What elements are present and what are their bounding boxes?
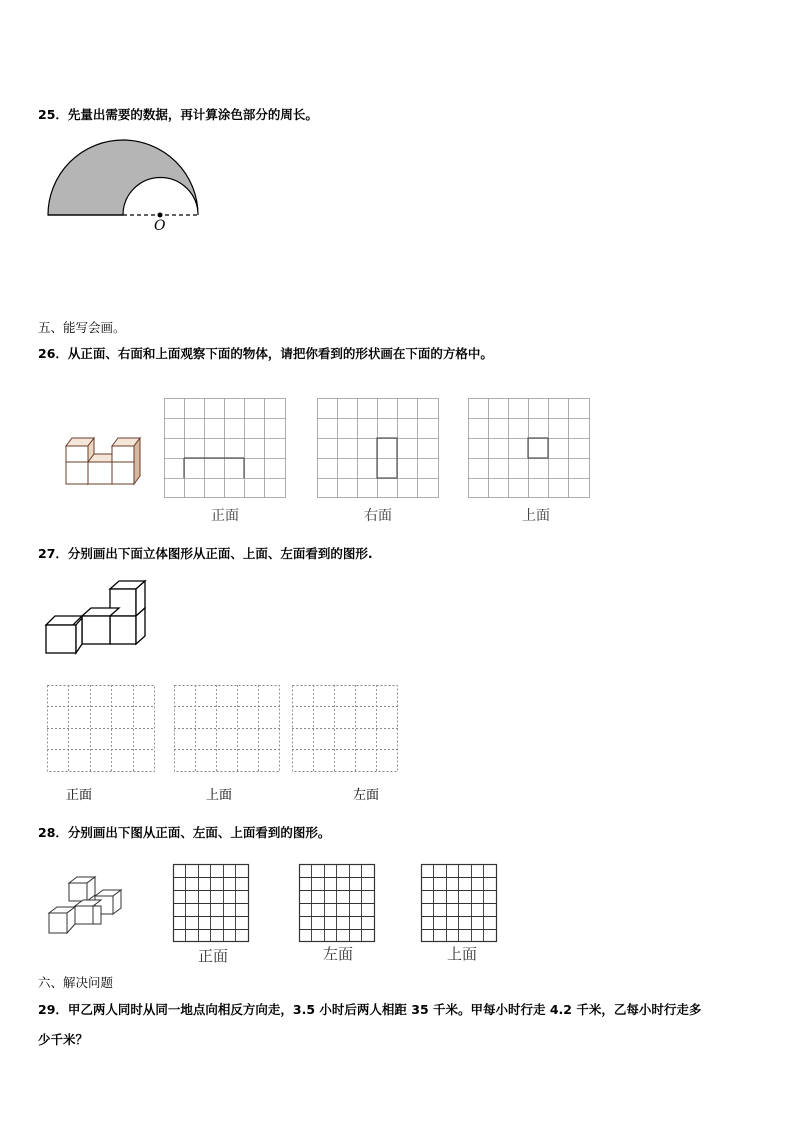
q28-label-front: 正面 bbox=[197, 947, 228, 965]
section6-title: 六、解决问题 bbox=[38, 975, 114, 990]
q28-cube-figure bbox=[45, 876, 125, 938]
center-point bbox=[158, 213, 163, 218]
q26-label-front: 正面 bbox=[211, 508, 239, 524]
q26-grid-front[interactable] bbox=[164, 398, 286, 498]
q27-text: 27．分别画出下面立体图形从正面、上面、左面看到的图形. bbox=[38, 546, 373, 561]
q28-label-top: 上面 bbox=[446, 945, 477, 963]
q27-grid-front[interactable] bbox=[47, 685, 155, 773]
q27-label-top: 上面 bbox=[205, 788, 232, 803]
q26-label-top: 上面 bbox=[522, 508, 550, 524]
q28-grid-front[interactable] bbox=[173, 864, 249, 942]
section5-title: 五、能写会画。 bbox=[38, 320, 126, 335]
q27-grid-top[interactable] bbox=[174, 685, 280, 773]
q29-line1: 29．甲乙两人同时从同一地点向相反方向走，3.5 小时后两人相距 35 千米。甲每小时行走 4.2 千米，乙每小时行走多 bbox=[38, 1002, 702, 1017]
q26-label-right: 右面 bbox=[364, 508, 392, 524]
q28-grid-top[interactable] bbox=[421, 864, 497, 942]
q28-label-left: 左面 bbox=[322, 945, 353, 963]
q29-line2: 少千米？ bbox=[38, 1032, 89, 1047]
q26-grid-top[interactable] bbox=[468, 398, 590, 498]
center-label: O bbox=[154, 218, 166, 234]
q26-cube-figure bbox=[64, 434, 144, 489]
q26-grid-right[interactable] bbox=[317, 398, 439, 498]
q28-text: 28．分别画出下图从正面、左面、上面看到的图形。 bbox=[38, 825, 331, 840]
q25-semicircle-figure bbox=[46, 138, 206, 238]
q27-label-front: 正面 bbox=[65, 788, 92, 803]
q27-label-left: 左面 bbox=[352, 788, 379, 803]
q25-text: 25．先量出需要的数据，再计算涂色部分的周长。 bbox=[38, 107, 318, 122]
q28-grid-left[interactable] bbox=[299, 864, 375, 942]
q27-grid-left[interactable] bbox=[292, 685, 398, 773]
q26-text: 26．从正面、右面和上面观察下面的物体，请把你看到的形状画在下面的方格中。 bbox=[38, 346, 493, 361]
q27-cube-figure bbox=[44, 580, 154, 655]
